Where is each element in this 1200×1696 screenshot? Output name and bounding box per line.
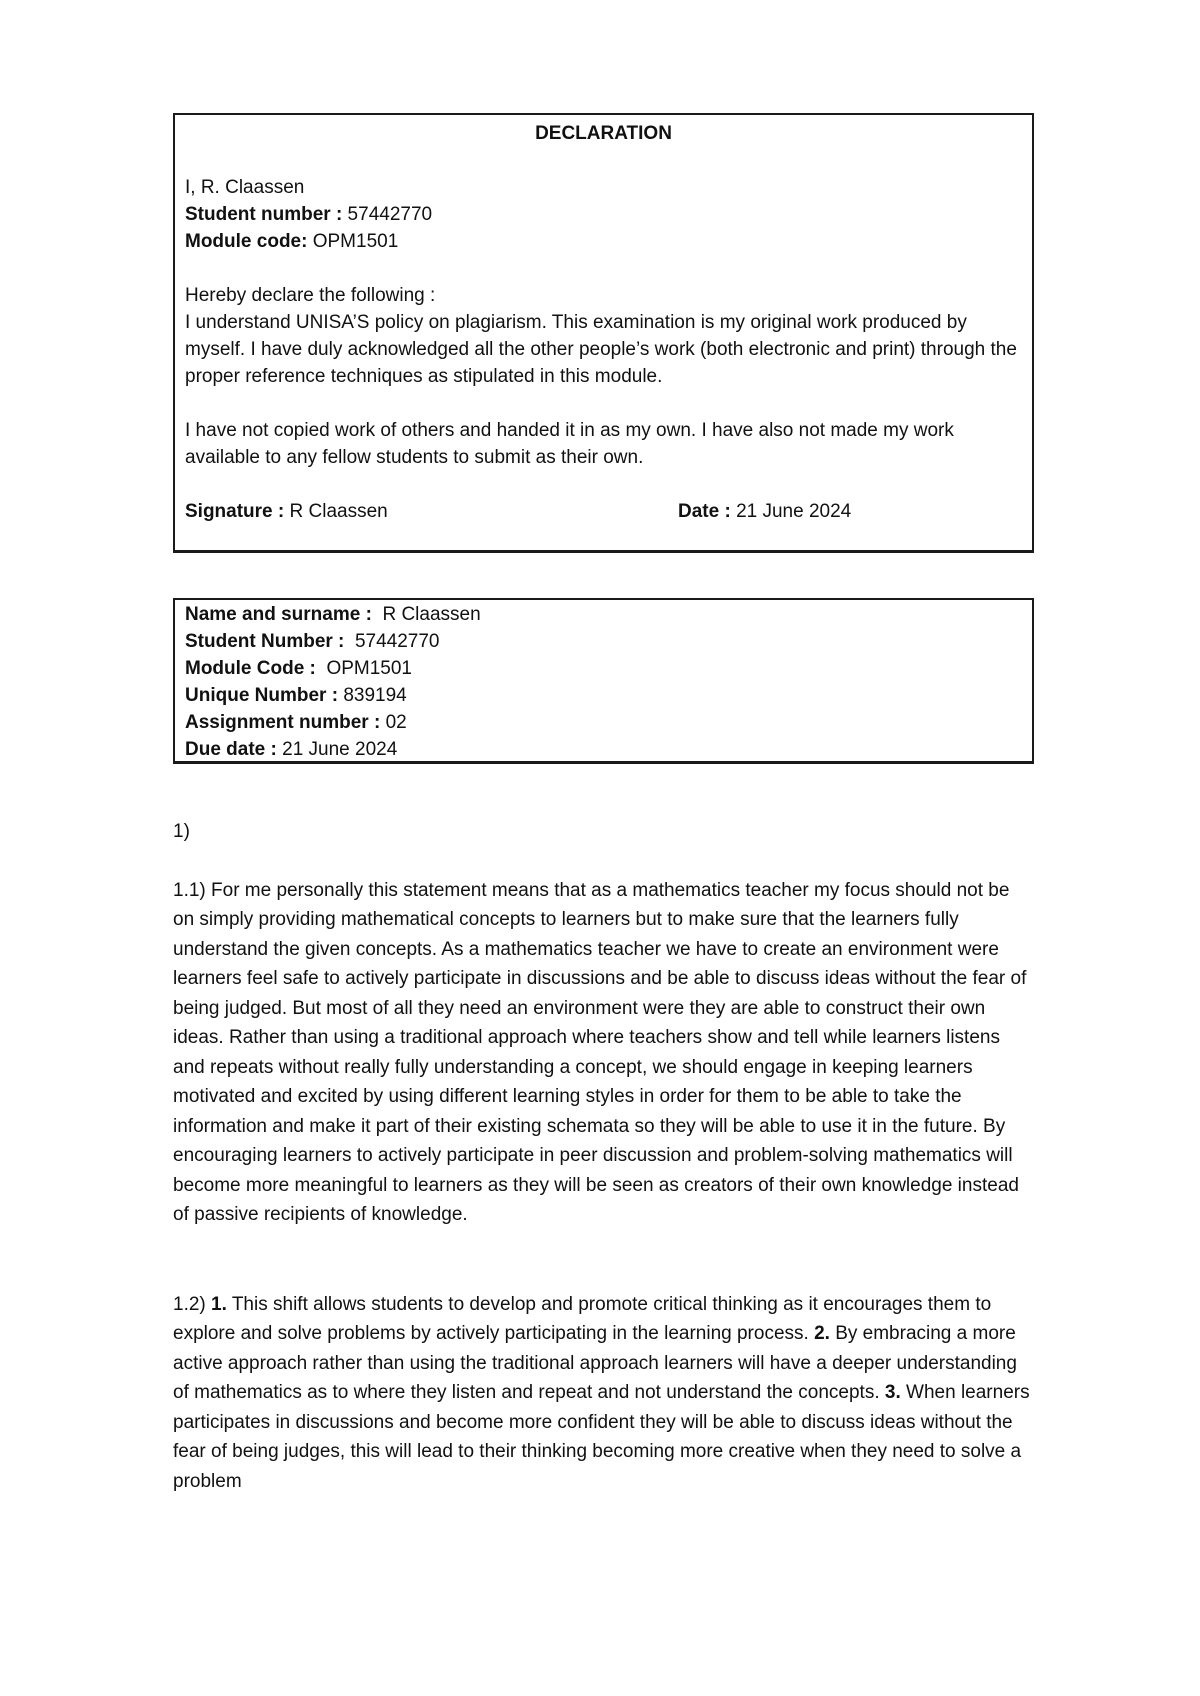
signature-row xyxy=(185,498,1022,525)
point-2-text: By embracing a more active approach rather than using the traditional approach learners will have a deeper understanding of mathematics as to where they listen and repeat and not understand the concepts. xyxy=(173,1323,1017,1403)
signature-value: R Claassen xyxy=(284,501,388,522)
point-3-number: 3. xyxy=(884,1382,901,1403)
date-value: 21 June 2024 xyxy=(730,501,852,522)
point-1-number: 1. xyxy=(211,1293,227,1315)
info-module-code-value: OPM1501 xyxy=(315,658,412,679)
page xyxy=(173,113,1034,764)
declaration-module-code-value: OPM1501 xyxy=(307,231,399,252)
info-student-number-label: Student Number : xyxy=(185,631,345,652)
info-unique-number xyxy=(185,682,1022,709)
info-student-number xyxy=(185,628,1022,655)
info-assignment-number xyxy=(185,709,1022,736)
signature-date xyxy=(678,498,851,525)
info-unique-number-value: 839194 xyxy=(338,685,407,706)
declaration-paragraph-2: I have not copied work of others and handed it in as my own. I have also not made my work available to any fellow students to submit as their own. xyxy=(185,420,954,468)
declaration-student-number xyxy=(185,201,1022,228)
declaration-box xyxy=(173,113,1034,553)
answers-section xyxy=(173,817,1034,1496)
declaration-intro: I, R. Claassen xyxy=(185,177,305,198)
declaration-student-number-value: 57442770 xyxy=(342,204,433,225)
declaration-hereby: Hereby declare the following : xyxy=(185,285,436,306)
info-student-number-value: 57442770 xyxy=(344,631,440,652)
info-due-date xyxy=(185,736,1022,763)
info-name-label: Name and surname : xyxy=(185,604,372,625)
declaration-student-number-label: Student number : xyxy=(185,204,343,225)
date-label: Date : xyxy=(678,501,731,522)
declaration-module-code xyxy=(185,228,1022,255)
info-module-code-label: Module Code : xyxy=(185,658,316,679)
info-name xyxy=(185,601,1022,628)
answer-1-2-prefix: 1.2) xyxy=(173,1293,212,1315)
info-module-code xyxy=(185,655,1022,682)
point-2-number: 2. xyxy=(814,1323,830,1344)
info-name-value: R Claassen xyxy=(371,604,481,625)
info-assignment-label: Assignment number : xyxy=(185,712,381,733)
declaration-module-code-label: Module code: xyxy=(185,231,308,252)
point-3-text: When learners participates in discussions and become more confident they will be able to discuss ideas without the fear of being judges, this will lead to their thinking becoming more creative when they need to solve a problem xyxy=(173,1382,1030,1492)
info-unique-number-label: Unique Number : xyxy=(185,685,339,706)
question-heading: 1) xyxy=(173,821,190,842)
info-due-date-label: Due date : xyxy=(185,739,277,760)
answer-1-2 xyxy=(173,1290,1034,1497)
signature xyxy=(185,498,678,525)
point-1-text: This shift allows students to develop and promote critical thinking as it encourages them to explore and solve problems by actively participating in the learning process. xyxy=(173,1293,992,1344)
info-due-date-value: 21 June 2024 xyxy=(276,739,398,760)
declaration-paragraph-1: I understand UNISA’S policy on plagiarism. This examination is my original work produced by myself. I have duly acknowledged all the other people’s work (both electronic and print) through the proper reference techniques as stipulated in this module. xyxy=(185,312,1017,387)
declaration-title: DECLARATION xyxy=(535,123,672,144)
info-assignment-value: 02 xyxy=(380,712,407,733)
student-info-box xyxy=(173,598,1034,764)
answer-1-1: 1.1) For me personally this statement means that as a mathematics teacher my focus should not be on simply providing mathematical concepts to learners but to make sure that the learners fully understand the given concepts. As a mathematics teacher we have to create an environment were learners feel safe to actively participate in discussions and be able to discuss ideas without the fear of being judged. But most of all they need an environment were they are able to construct their own ideas. Rather than using a traditional approach where teachers show and tell while learners listens and repeats without really fully understanding a concept, we should engage in keeping learners motivated and excited by using different learning styles in order for them to be able to take the information and make it part of their existing schemata so they will be able to use it in the future. By encouraging learners to actively participate in peer discussion and problem-solving mathematics will become more meaningful to learners as they will be seen as creators of their own knowledge instead of passive recipients of knowledge. xyxy=(173,879,1027,1225)
signature-label: Signature : xyxy=(185,501,285,522)
